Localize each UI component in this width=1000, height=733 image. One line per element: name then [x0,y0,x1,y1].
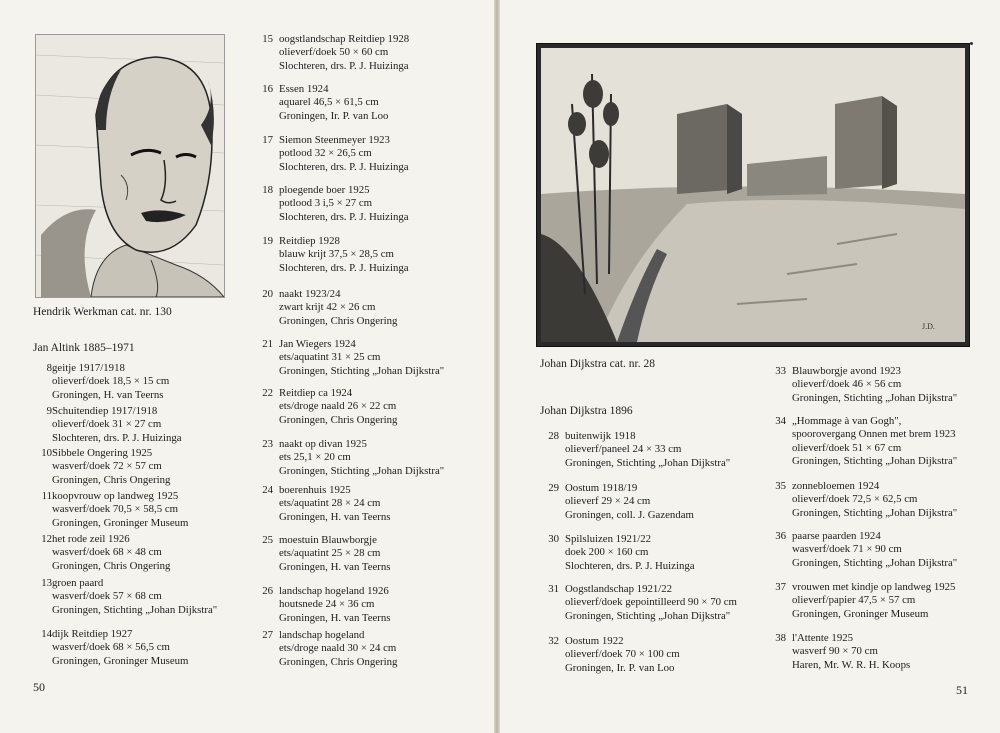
catalog-detail: Groningen, Stichting „Johan Dijkstra" [792,391,958,404]
catalog-detail: Groningen, Stichting „Johan Dijkstra" [279,364,445,377]
werkman-portrait [35,34,225,298]
catalog-detail: Groningen, Chris Ongering [52,559,171,572]
catalog-title: oogstlandschap Reitdiep 1928 [279,33,410,45]
catalog-title: Spilsluizen 1921/22 [565,533,652,545]
catalog-detail: potlood 32 × 26,5 cm [279,147,372,160]
catalog-detail: Slochteren, drs. P. J. Huizinga [52,431,182,444]
catalog-title: buitenwijk 1918 [565,430,636,442]
catalog-number: 10 [41,447,52,459]
catalog-detail: aquarel 46,5 × 61,5 cm [279,96,379,109]
catalog-number: 38 [775,632,786,644]
catalog-number: 19 [262,235,273,247]
catalog-title: Oostum 1918/19 [565,482,638,494]
catalog-detail: ets/aquatint 25 × 28 cm [279,547,381,560]
catalog-detail: wasverf/doek 57 × 68 cm [52,590,162,603]
catalog-detail: wasverf 90 × 70 cm [792,645,878,658]
catalog-title: naakt op divan 1925 [279,438,367,450]
artist-heading-dijkstra: Johan Dijkstra 1896 [540,405,633,417]
catalog-detail: spoorovergang Onnen met brem 1923 [792,428,956,441]
catalog-detail: olieverf 29 × 24 cm [565,495,651,508]
catalog-number: 15 [262,33,273,45]
catalog-number: 32 [548,635,559,647]
catalog-title: groen paard [52,577,104,589]
catalog-detail: Groningen, Chris Ongering [279,413,398,426]
catalog-title: Reitdiep 1928 [279,235,340,247]
catalog-detail: wasverf/doek 72 × 57 cm [52,460,162,473]
catalog-detail: olieverf/doek 46 × 56 cm [792,378,902,391]
catalog-number: 23 [262,438,273,450]
catalog-title: boerenhuis 1925 [279,484,351,496]
catalog-number: 8 [46,362,52,374]
catalog-title: ploegende boer 1925 [279,184,370,196]
catalog-detail: wasverf/doek 68 × 48 cm [52,546,162,559]
catalog-detail: ets/aquatint 31 × 25 cm [279,351,381,364]
catalog-detail: Groningen, H. van Teerns [279,611,391,624]
catalog-detail: Groningen, Stichting „Johan Dijkstra" [792,556,958,569]
catalog-detail: Groningen, Groninger Museum [52,516,189,529]
catalog-number: 12 [41,533,52,545]
catalog-title: vrouwen met kindje op landweg 1925 [792,581,956,593]
catalog-number: 27 [262,629,273,641]
catalog-title: l'Attente 1925 [792,632,854,644]
catalog-detail: Groningen, Stichting „Johan Dijkstra" [792,506,958,519]
catalog-detail: Groningen, Groninger Museum [792,607,929,620]
catalog-title: Oostum 1922 [565,635,624,647]
catalog-number: 33 [775,365,786,377]
catalog-detail: Slochteren, drs. P. J. Huizinga [279,160,409,173]
catalog-number: 14 [41,628,52,640]
catalog-title: Sibbele Ongering 1925 [52,447,153,459]
catalog-detail: Slochteren, drs. P. J. Huizinga [565,559,695,572]
catalog-detail: Groningen, H. van Teerns [279,510,391,523]
catalog-detail: olieverf/doek 50 × 60 cm [279,46,389,59]
catalog-title: Jan Wiegers 1924 [279,338,356,350]
catalog-title: Reitdiep ca 1924 [279,387,353,399]
catalog-title: Essen 1924 [279,83,329,95]
print-dot [970,42,973,45]
catalog-number: 11 [41,490,52,502]
catalog-detail: olieverf/doek 31 × 27 cm [52,418,162,431]
catalog-number: 24 [262,484,273,496]
catalog-detail: wasverf/doek 71 × 90 cm [792,543,902,556]
catalog-number: 28 [548,430,559,442]
page-number-left: 50 [33,680,45,694]
catalog-detail: blauw krijt 37,5 × 28,5 cm [279,248,394,261]
catalog-number: 13 [41,577,52,589]
catalog-title: naakt 1923/24 [279,288,341,300]
catalog-number: 31 [548,583,559,595]
catalog-detail: Groningen, Groninger Museum [52,654,189,667]
catalog-detail: Groningen, Ir. P. van Loo [279,109,389,122]
catalog-title: landschap hogeland [279,629,365,641]
catalog-title: dijk Reitdiep 1927 [52,628,133,640]
catalog-title: Oogstlandschap 1921/22 [565,583,673,595]
catalog-number: 18 [262,184,273,196]
catalog-detail: olieverf/doek 18,5 × 15 cm [52,375,170,388]
catalog-detail: Slochteren, drs. P. J. Huizinga [279,261,409,274]
catalog-number: 26 [262,585,273,597]
catalog-detail: potlood 3 i,5 × 27 cm [279,197,373,210]
catalog-detail: Groningen, Stichting „Johan Dijkstra" [279,464,445,477]
catalog-number: 36 [775,530,786,542]
page-number-right: 51 [956,683,968,697]
catalog-detail: Groningen, Chris Ongering [279,655,398,668]
catalog-title: „Hommage à van Gogh", [792,415,902,427]
catalog-number: 35 [775,480,786,492]
catalog-detail: olieverf/doek 51 × 67 cm [792,441,902,454]
catalog-title: Blauwborgje avond 1923 [792,365,901,377]
catalog-number: 17 [262,134,273,146]
catalog-number: 34 [775,415,786,427]
catalog-detail: olieverf/papier 47,5 × 57 cm [792,594,916,607]
catalog-title: koopvrouw op landweg 1925 [52,490,179,502]
catalog-detail: zwart krijt 42 × 26 cm [279,301,376,314]
dijkstra-painting [536,43,970,347]
catalog-number: 21 [262,338,273,350]
catalog-detail: olieverf/paneel 24 × 33 cm [565,443,682,456]
catalog-detail: houtsnede 24 × 36 cm [279,598,375,611]
catalog-detail: Groningen, Ir. P. van Loo [565,661,675,674]
catalog-detail: Groningen, Chris Ongering [52,473,171,486]
catalog-detail: doek 200 × 160 cm [565,546,649,559]
catalog-detail: Groningen, Stichting „Johan Dijkstra" [52,603,218,616]
painting-caption: Johan Dijkstra cat. nr. 28 [540,358,655,370]
left-page [0,0,494,733]
catalog-title: paarse paarden 1924 [792,530,881,542]
catalog-number: 9 [46,405,52,417]
catalog-title: Siemon Steenmeyer 1923 [279,134,390,146]
catalog-title: het rode zeil 1926 [52,533,130,545]
catalog-detail: ets/droge naald 30 × 24 cm [279,642,397,655]
catalog-detail: Slochteren, drs. P. J. Huizinga [279,59,409,72]
catalog-detail: Groningen, Chris Ongering [279,314,398,327]
catalog-detail: Groningen, coll. J. Gazendam [565,508,694,521]
right-page [500,0,1000,733]
catalog-detail: olieverf/doek 70 × 100 cm [565,648,680,661]
catalog-detail: olieverf/doek 72,5 × 62,5 cm [792,493,918,506]
catalog-detail: Haren, Mr. W. R. H. Koops [792,658,911,671]
catalog-detail: ets 25,1 × 20 cm [279,451,351,464]
svg-text:J.D.: J.D. [922,322,935,331]
catalog-detail: Groningen, H. van Teerns [52,388,164,401]
catalog-detail: Groningen, Stichting „Johan Dijkstra" [792,455,958,468]
catalog-detail: olieverf/doek gepointilleerd 90 × 70 cm [565,596,737,609]
catalog-number: 16 [262,83,273,95]
catalog-detail: Groningen, Stichting „Johan Dijkstra" [565,609,731,622]
catalog-detail: Groningen, Stichting „Johan Dijkstra" [565,456,731,469]
catalog-detail: wasverf/doek 68 × 56,5 cm [52,641,170,654]
catalog-title: landschap hogeland 1926 [279,585,389,597]
catalog-detail: wasverf/doek 70,5 × 58,5 cm [52,503,179,516]
catalog-number: 20 [262,288,273,300]
catalog-number: 29 [548,482,559,494]
catalog-detail: Groningen, H. van Teerns [279,560,391,573]
catalog-number: 37 [775,581,786,593]
portrait-caption: Hendrik Werkman cat. nr. 130 [33,306,172,318]
catalog-title: moestuin Blauwborgje [279,534,377,546]
catalog-number: 22 [262,387,273,399]
catalog-number: 25 [262,534,273,546]
catalog-title: Schuitendiep 1917/1918 [52,405,158,417]
catalog-number: 30 [548,533,559,545]
catalog-detail: ets/aquatint 28 × 24 cm [279,497,381,510]
catalog-detail: ets/droge naald 26 × 22 cm [279,400,397,413]
catalog-title: geitje 1917/1918 [52,362,125,374]
catalog-title: zonnebloemen 1924 [792,480,880,492]
artist-heading-altink: Jan Altink 1885–1971 [33,342,135,354]
catalog-detail: Slochteren, drs. P. J. Huizinga [279,210,409,223]
